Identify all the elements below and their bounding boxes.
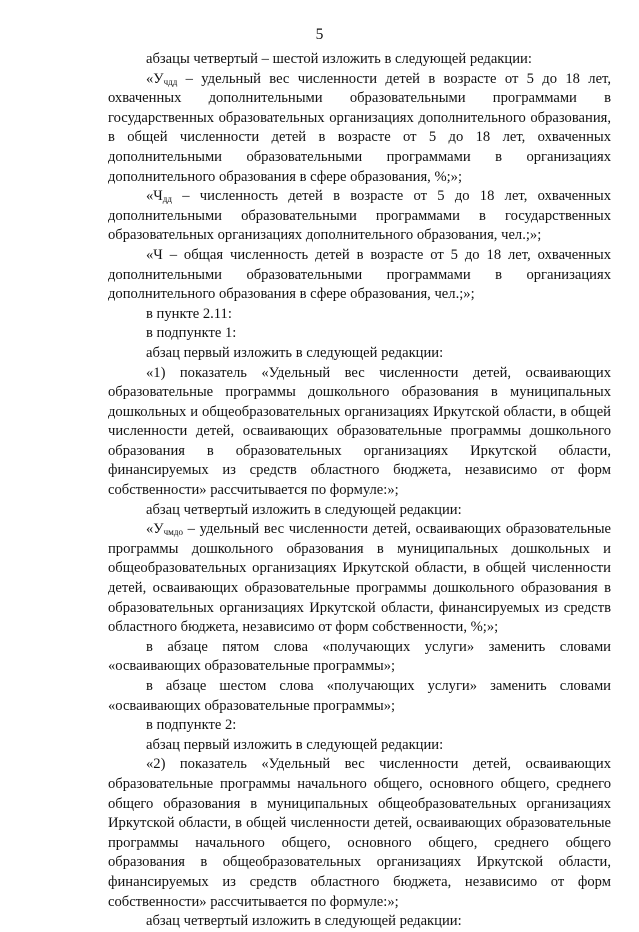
paragraph-2 [108, 70, 611, 188]
paragraph-3 [108, 187, 611, 246]
page-number: 5 [315, 26, 324, 43]
paragraph-text: – численность детей в возрасте от 5 до 18 лет, охваченных дополнительными образовательными программами в государственных образовательных организациях дополнительного образования, чел.;»; [108, 188, 611, 244]
paragraph-9: абзац четвертый изложить в следующей редакции: [146, 501, 462, 518]
document-body [108, 50, 611, 932]
paragraph-11: в абзаце пятом слова «получающих услуги» заменить словами «осваивающих образовательные программы»; [108, 638, 611, 675]
formula-subscript: чмдо [163, 527, 183, 538]
paragraph-6: в подпункте 1: [146, 325, 237, 342]
paragraph-8: «1) показатель «Удельный вес численности детей, осваивающих образовательные программы дошкольного образования в муниципальных дошкольных и общеобразовательных организациях Иркутской области, в общей численности детей, осваивающих образовательные программы дошкольного образования в образовательных организациях Иркутской области, финансируемых из средств областного бюджета, независимо от форм собственности» рассчитывается по формуле:»; [108, 364, 611, 499]
paragraph-16: абзац четвертый изложить в следующей редакции: [146, 913, 462, 930]
formula-symbol: «У [146, 521, 164, 538]
formula-subscript: чдд [163, 76, 178, 87]
paragraph-4: «Ч – общая численность детей в возрасте от 5 до 18 лет, охваченных дополнительными образовательными программами в организациях дополнительного образования в сфере образования, чел.;»; [108, 246, 611, 303]
paragraph-1: абзацы четвертый – шестой изложить в следующей редакции: [146, 51, 532, 67]
formula-subscript: дд [162, 194, 172, 205]
paragraph-10 [108, 520, 611, 638]
paragraph-5: в пункте 2.11: [146, 305, 232, 322]
formula-symbol: «Ч [146, 188, 163, 205]
paragraph-text: – удельный вес численности детей, осваивающих образовательные программы дошкольного образования в муниципальных дошкольных и общеобразовательных организациях Иркутской области, в общей численности детей, осваивающих образовательные программы дошкольного образования в образовательных организациях Иркутской области, финансируемых из средств областного бюджета, независимо от форм собственности, %;»; [108, 521, 611, 636]
paragraph-7: абзац первый изложить в следующей редакции: [146, 344, 444, 361]
paragraph-15: «2) показатель «Удельный вес численности детей, осваивающих образовательные программы начального общего, основного общего, среднего общего образования в муниципальных общеобразовательных организациях Иркутской области, в общей численности детей, осваивающих образовательные программы начального общего, основного общего, среднего общего образования в общеобразовательных организациях Иркутской области, финансируемых из средств областного бюджета, независимо от форм собственности» рассчитывается по формуле:»; [108, 756, 611, 910]
paragraph-12: в абзаце шестом слова «получающих услуги» заменить словами «осваивающих образовательные программы»; [108, 678, 611, 714]
paragraph-text: – удельный вес численности детей в возрасте от 5 до 18 лет, охваченных дополнительными образовательными программами в государственных образовательных организациях дополнительного образования, в общей численности детей в возрасте от 5 до 18 лет, охваченных дополнительными образовательными программами в организациях дополнительного образования в сфере образования, %;»; [108, 70, 611, 185]
formula-symbol: «У [146, 70, 164, 87]
paragraph-13: в подпункте 2: [146, 717, 237, 734]
paragraph-14: абзац первый изложить в следующей редакции: [146, 736, 444, 753]
